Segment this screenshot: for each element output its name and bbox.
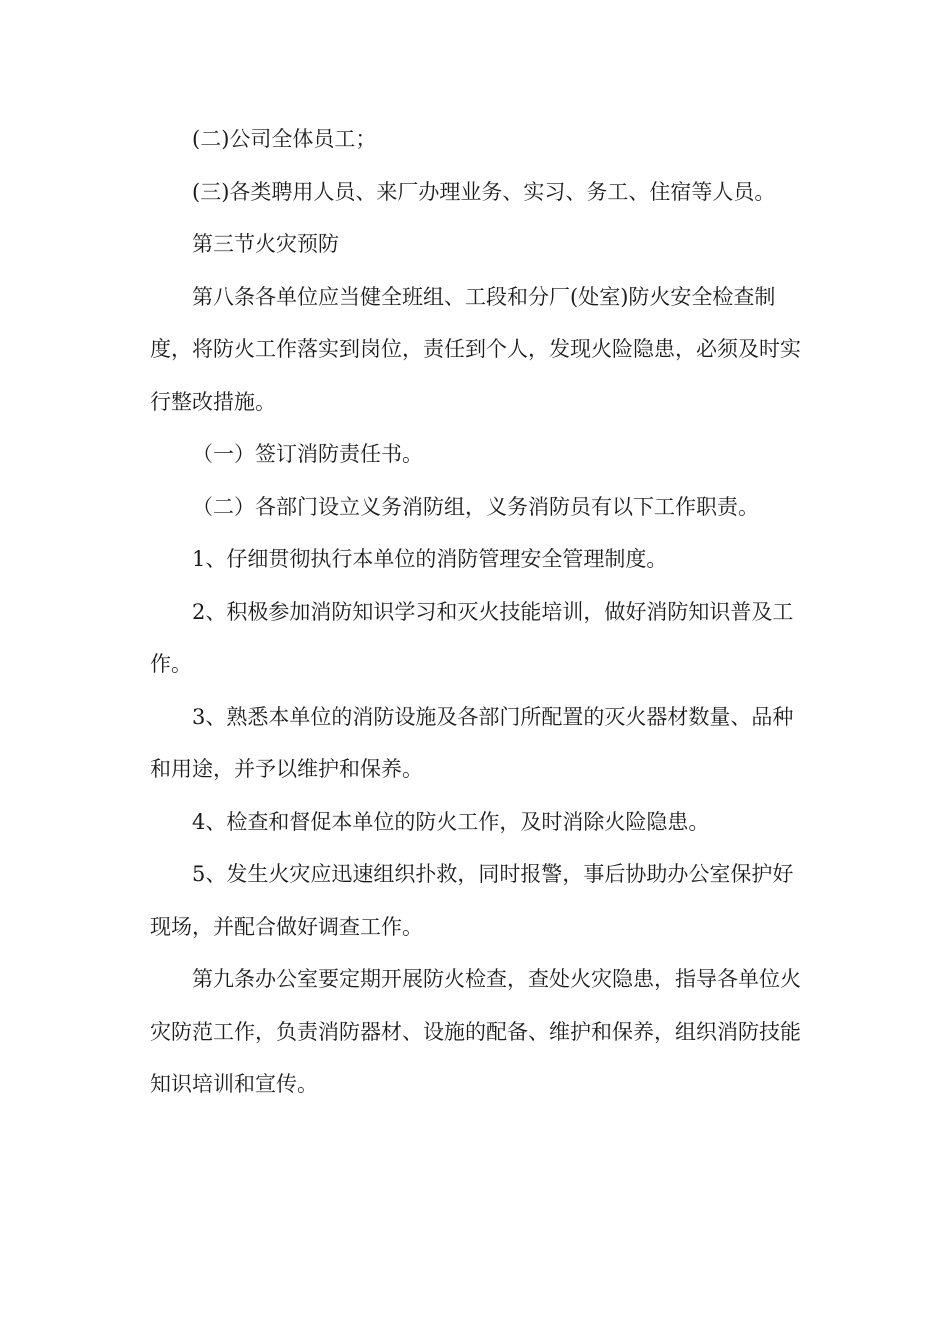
paragraph-article-9: 第九条办公室要定期开展防火检查，查处火灾隐患，指导各单位火灾防范工作，负责消防器材、设施的配备、维护和保养，组织消防技能知识培训和宣传。 bbox=[150, 967, 801, 1096]
list-item-duty-5: 5、发生火灾应迅速组织扑救，同时报警，事后协助办公室保护好现场，并配合做好调查工作。 bbox=[150, 862, 794, 939]
paragraph-employees: (二)公司全体员工； bbox=[192, 127, 377, 151]
section-heading-fire-prevention: 第三节火灾预防 bbox=[192, 232, 339, 256]
list-item-duty-3: 3、熟悉本单位的消防设施及各部门所配置的灭火器材数量、品种和用途，并予以维护和保养。 bbox=[150, 704, 794, 781]
list-item-duty-2: 2、积极参加消防知识学习和灭火技能培训，做好消防知识普及工作。 bbox=[150, 599, 794, 676]
paragraph-volunteer-fire-team: （二）各部门设立义务消防组，义务消防员有以下工作职责。 bbox=[192, 494, 759, 519]
paragraph-responsibility-letter: （一）签订消防责任书。 bbox=[192, 442, 423, 466]
document-body bbox=[150, 113, 802, 1111]
paragraph-hired-personnel: (三)各类聘用人员、来厂办理业务、实习、务工、住宿等人员。 bbox=[192, 179, 776, 204]
list-item-duty-4: 4、检查和督促本单位的防火工作，及时消除火险隐患。 bbox=[192, 809, 710, 834]
paragraph-article-8: 第八条各单位应当健全班组、工段和分厂(处室)防火安全检查制度，将防火工作落实到岗位，责任到个人，发现火险隐患，必须及时实行整改措施。 bbox=[150, 284, 801, 414]
list-item-duty-1: 1、仔细贯彻执行本单位的消防管理安全管理制度。 bbox=[192, 547, 668, 571]
